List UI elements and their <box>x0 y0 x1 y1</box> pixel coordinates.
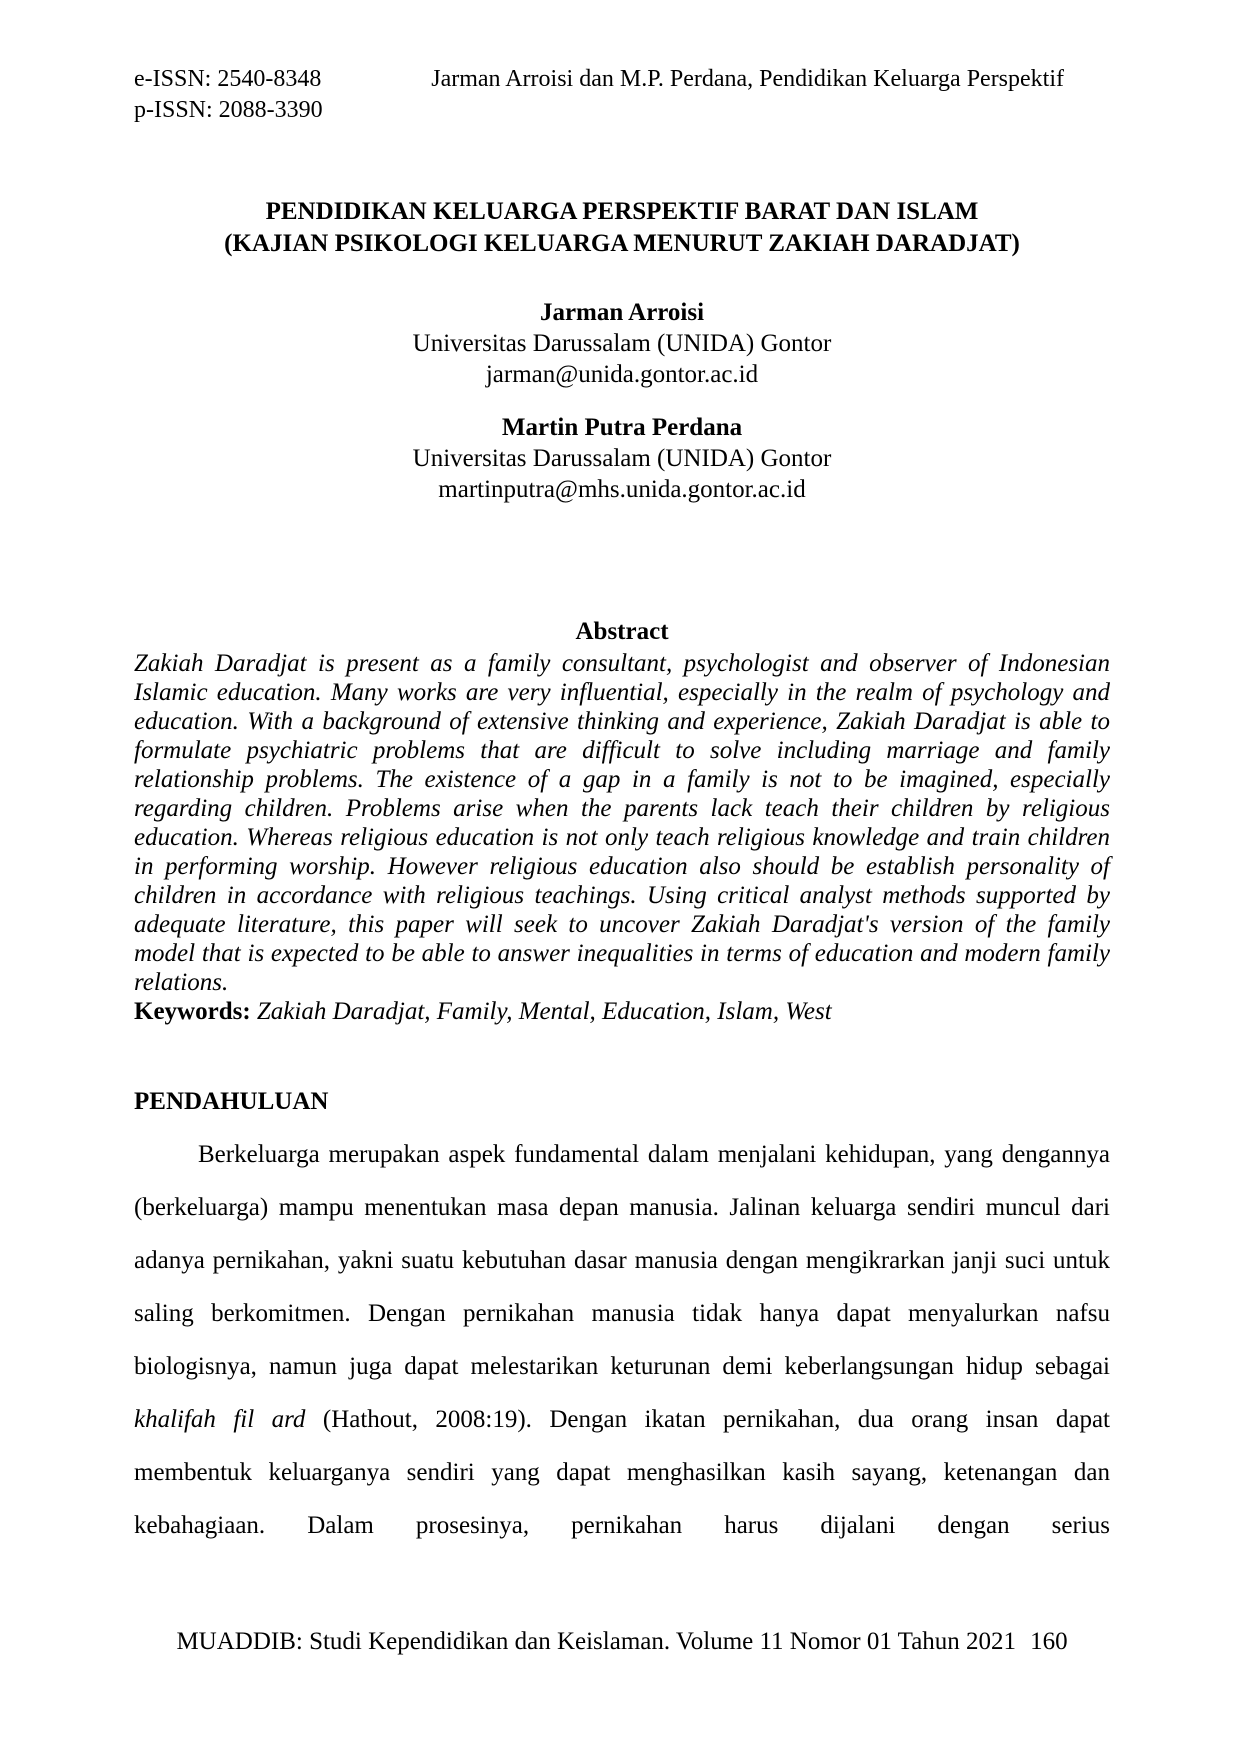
running-head: Jarman Arroisi dan M.P. Perdana, Pendidikan Keluarga Perspektif <box>431 66 1064 92</box>
page-number: 160 <box>1030 1628 1068 1655</box>
author-affiliation: Universitas Darussalam (UNIDA) Gontor <box>412 444 832 472</box>
abstract-heading: Abstract <box>575 618 669 646</box>
author-email: martinputra@mhs.unida.gontor.ac.id <box>438 476 806 504</box>
page-footer <box>134 1628 1110 1656</box>
page-header <box>134 64 1110 126</box>
issn-block <box>134 64 323 126</box>
author-block <box>134 297 1110 391</box>
intro-paragraph <box>134 1128 1110 1552</box>
keywords-value: Zakiah Daradjat, Family, Mental, Education, Islam, West <box>256 998 832 1026</box>
p-issn: p-ISSN: 2088-3390 <box>134 97 323 124</box>
paper-title-line1: PENDIDIKAN KELUARGA PERSPEKTIF BARAT DAN ISLAM <box>265 198 979 226</box>
journal-info: MUADDIB: Studi Kependidikan dan Keislaman. Volume 11 Nomor 01 Tahun 2021 <box>176 1628 1017 1655</box>
author-email: jarman@unida.gontor.ac.id <box>485 361 759 389</box>
authors-section <box>134 297 1110 506</box>
paper-title-line2: (KAJIAN PSIKOLOGI KELUARGA MENURUT ZAKIAH DARADJAT) <box>224 229 1020 257</box>
author-block <box>134 412 1110 506</box>
intro-text-italic-phrase: khalifah fil ard <box>134 1406 306 1434</box>
e-issn: e-ISSN: 2540-8348 <box>134 66 322 92</box>
author-affiliation: Universitas Darussalam (UNIDA) Gontor <box>412 330 832 358</box>
paper-title <box>134 196 1110 259</box>
keywords-label: Keywords: <box>134 998 251 1026</box>
author-name: Jarman Arroisi <box>539 298 705 326</box>
section-heading-pendahuluan: PENDAHULUAN <box>134 1088 329 1116</box>
intro-text-part2: (Hathout, 2008:19). Dengan ikatan pernikahan, dua orang insan dapat membentuk keluarganya sendiri yang dapat menghasilkan kasih sayang, ketenangan dan kebahagiaan. Dalam prosesinya, pernikahan harus dijalani dengan serius <box>134 1406 1110 1540</box>
author-name: Martin Putra Perdana <box>501 413 743 441</box>
intro-text-part1: Berkeluarga merupakan aspek fundamental dalam menjalani kehidupan, yang dengannya (berkeluarga) mampu menentukan masa depan manusia. Jalinan keluarga sendiri muncul dari adanya pernikahan, yakni suatu kebutuhan dasar manusia dengan mengikrarkan janji suci untuk saling berkomitmen. Dengan pernikahan manusia tidak hanya dapat menyalurkan nafsu biologisnya, namun juga dapat melestarikan keturunan demi keberlangsungan hidup sebagai <box>134 1141 1110 1381</box>
keywords-line <box>134 997 1110 1026</box>
abstract-text: Zakiah Daradjat is present as a family consultant, psychologist and observer of Indonesian Islamic education. Many works are very influential, especially in the realm of psychology and education. With a background of extensive thinking and experience, Zakiah Daradjat is able to formulate psychiatric problems that are difficult to solve including marriage and family relationship problems. The existence of a gap in a family is not to be imagined, especially regarding children. Problems arise when the parents lack teach their children by religious education. Whereas religious education is not only teach religious knowledge and train children in performing worship. However religious education also should be establish personality of children in accordance with religious teachings. Using critical analyst methods supported by adequate literature, this paper will seek to uncover Zakiah Daradjat's version of the family model that is expected to be able to answer inequalities in terms of education and modern family relations. <box>134 650 1110 997</box>
